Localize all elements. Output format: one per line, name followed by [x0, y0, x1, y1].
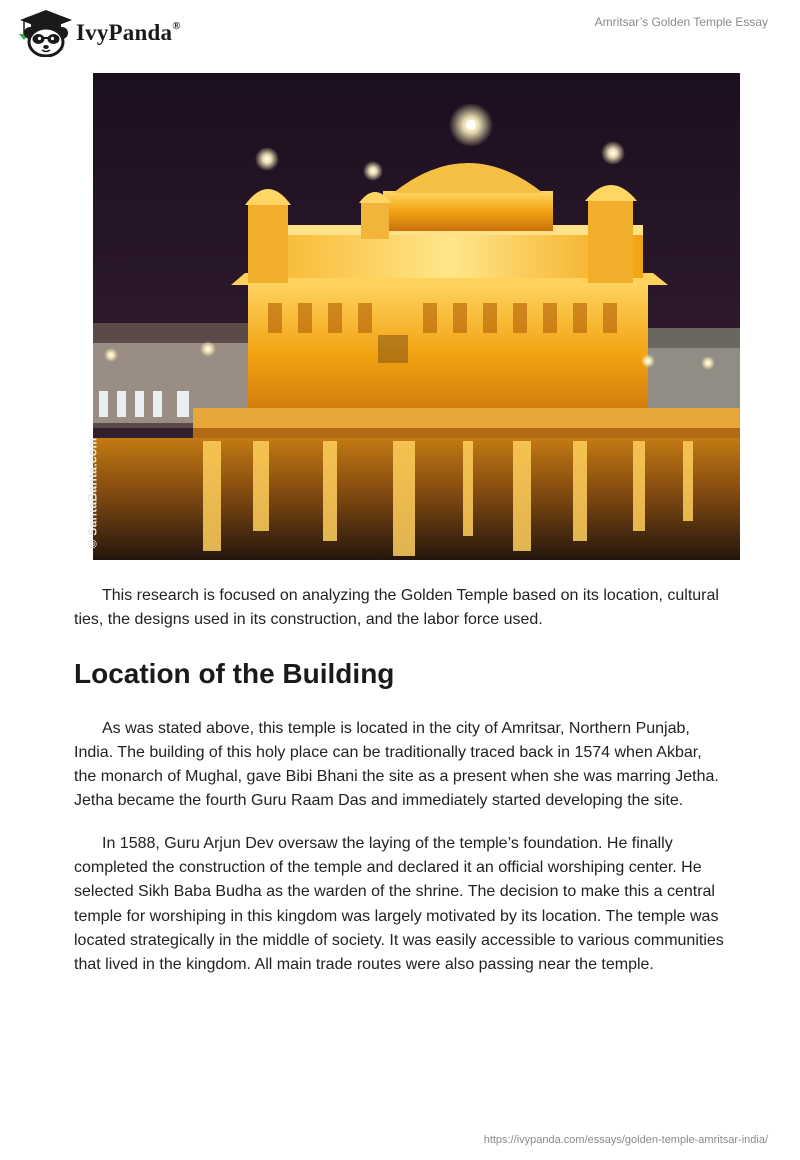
- document-title: Amritsar’s Golden Temple Essay: [594, 15, 768, 29]
- photo-watermark: © SantaBanta.com: [85, 437, 100, 549]
- body-paragraph: In 1588, Guru Arjun Dev oversaw the laying of the temple’s foundation. He finally completed the construction of the temple and declared it an official worshiping center. He selected Sikh Baba Budha as the warden of the shrine. The decision to make this a central temple for worshiping in this kingdom was largely motivated by its location. The temple was located strategically in the middle of society. It was easily accessible to various communities that lived in the kingdom. All main trade routes were also passing near the temple.: [74, 834, 724, 974]
- source-url[interactable]: https://ivypanda.com/essays/golden-temple-amritsar-india/: [483, 1134, 768, 1146]
- body-paragraph: As was stated above, this temple is located in the city of Amritsar, Northern Punjab, India. The building of this holy place can be traditionally traced back in 1574 when Akbar, the monarch of Mughal, gave Bibi Bhani the site as a present when she was marring Jetha. Jetha became the fourth Guru Raam Das and immediately started developing the site.: [74, 719, 719, 810]
- brand-name: IvyPanda®: [76, 20, 181, 45]
- brand-logo[interactable]: [16, 9, 181, 57]
- article-body: [74, 584, 726, 996]
- intro-paragraph: This research is focused on analyzing the Golden Temple based on its location, cultural ties, the designs used in its construction, and the labor force used.: [74, 587, 719, 629]
- section-heading: Location of the Building: [74, 657, 395, 689]
- panda-graduate-icon: [16, 9, 74, 57]
